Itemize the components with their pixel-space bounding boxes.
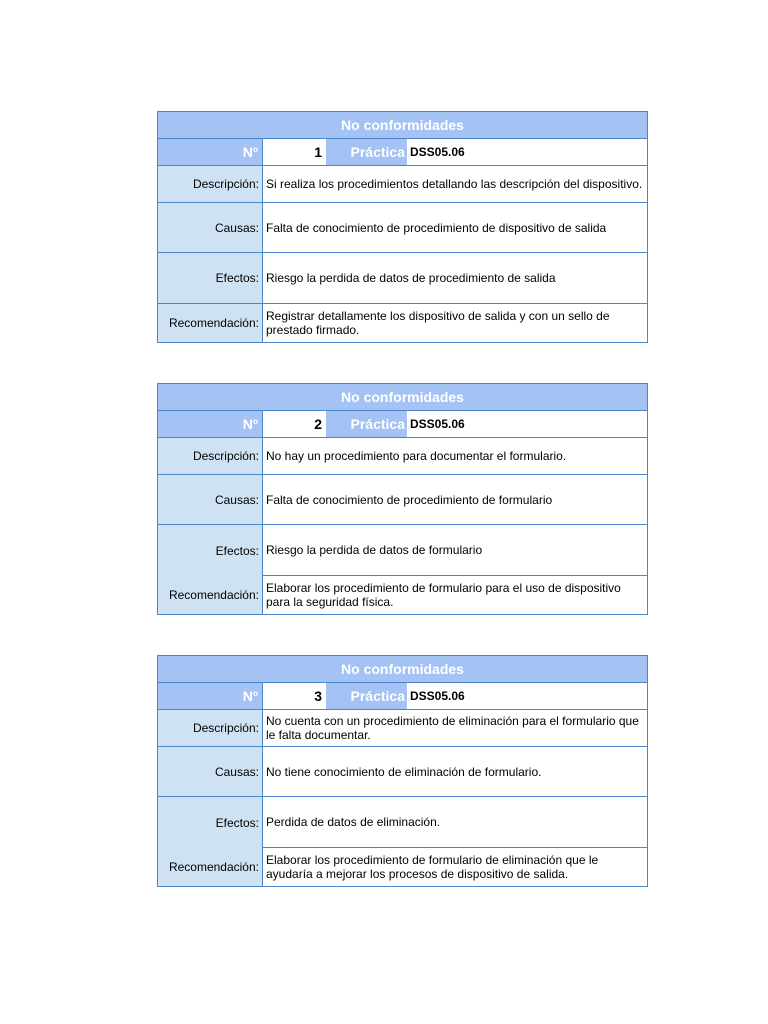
practice-label: Práctica xyxy=(326,411,407,437)
causas-value: Falta de conocimiento de procedimiento de dispositivo de salida xyxy=(263,203,647,252)
number-label: Nº xyxy=(158,139,263,165)
recomendacion-label: Recomendación: xyxy=(158,304,263,342)
recomendacion-row xyxy=(158,576,647,614)
card-title: No conformidades xyxy=(158,656,647,683)
descripcion-label: Descripción: xyxy=(158,166,263,202)
causas-value: No tiene conocimiento de eliminación de formulario. xyxy=(263,747,647,796)
efectos-value: Riesgo la perdida de datos de procedimiento de salida xyxy=(263,253,647,303)
efectos-value: Riesgo la perdida de datos de formulario xyxy=(263,525,647,576)
descripcion-row xyxy=(158,438,647,475)
practice-value: DSS05.06 xyxy=(407,683,647,709)
practice-value: DSS05.06 xyxy=(407,139,647,165)
descripcion-row xyxy=(158,710,647,747)
practice-label: Práctica xyxy=(326,139,407,165)
number-value: 3 xyxy=(263,683,326,709)
number-row xyxy=(158,411,647,438)
efectos-row xyxy=(158,797,647,848)
recomendacion-row xyxy=(158,304,647,342)
recomendacion-value: Elaborar los procedimiento de formulario de eliminación que le ayudaría a mejorar los procesos de dispositivo de salida. xyxy=(263,848,647,886)
number-label: Nº xyxy=(158,683,263,709)
nonconformity-card-3 xyxy=(157,655,648,887)
number-row xyxy=(158,139,647,166)
causas-value: Falta de conocimiento de procedimiento de formulario xyxy=(263,475,647,524)
recomendacion-label: Recomendación: xyxy=(158,848,263,886)
efectos-row xyxy=(158,525,647,576)
efectos-label: Efectos: xyxy=(158,253,263,303)
efectos-label: Efectos: xyxy=(158,525,263,576)
practice-label: Práctica xyxy=(326,683,407,709)
causas-row xyxy=(158,747,647,797)
recomendacion-value: Registrar detallamente los dispositivo de salida y con un sello de prestado firmado. xyxy=(263,304,647,342)
descripcion-row xyxy=(158,166,647,203)
number-row xyxy=(158,683,647,710)
card-title: No conformidades xyxy=(158,112,647,139)
descripcion-value: Si realiza los procedimientos detallando las descripción del dispositivo. xyxy=(263,166,647,202)
nonconformity-card-2 xyxy=(157,383,648,615)
number-value: 1 xyxy=(263,139,326,165)
nonconformity-card-1 xyxy=(157,111,648,343)
causas-label: Causas: xyxy=(158,475,263,524)
descripcion-value: No cuenta con un procedimiento de eliminación para el formulario que le falta documentar. xyxy=(263,710,647,746)
number-value: 2 xyxy=(263,411,326,437)
causas-label: Causas: xyxy=(158,747,263,796)
descripcion-value: No hay un procedimiento para documentar el formulario. xyxy=(263,438,647,474)
causas-label: Causas: xyxy=(158,203,263,252)
descripcion-label: Descripción: xyxy=(158,710,263,746)
descripcion-label: Descripción: xyxy=(158,438,263,474)
efectos-label: Efectos: xyxy=(158,797,263,848)
card-title: No conformidades xyxy=(158,384,647,411)
causas-row xyxy=(158,475,647,525)
practice-value: DSS05.06 xyxy=(407,411,647,437)
efectos-value: Perdida de datos de eliminación. xyxy=(263,797,647,848)
recomendacion-value: Elaborar los procedimiento de formulario para el uso de dispositivo para la seguridad física. xyxy=(263,576,647,614)
efectos-row xyxy=(158,253,647,304)
recomendacion-label: Recomendación: xyxy=(158,576,263,614)
causas-row xyxy=(158,203,647,253)
number-label: Nº xyxy=(158,411,263,437)
recomendacion-row xyxy=(158,848,647,886)
